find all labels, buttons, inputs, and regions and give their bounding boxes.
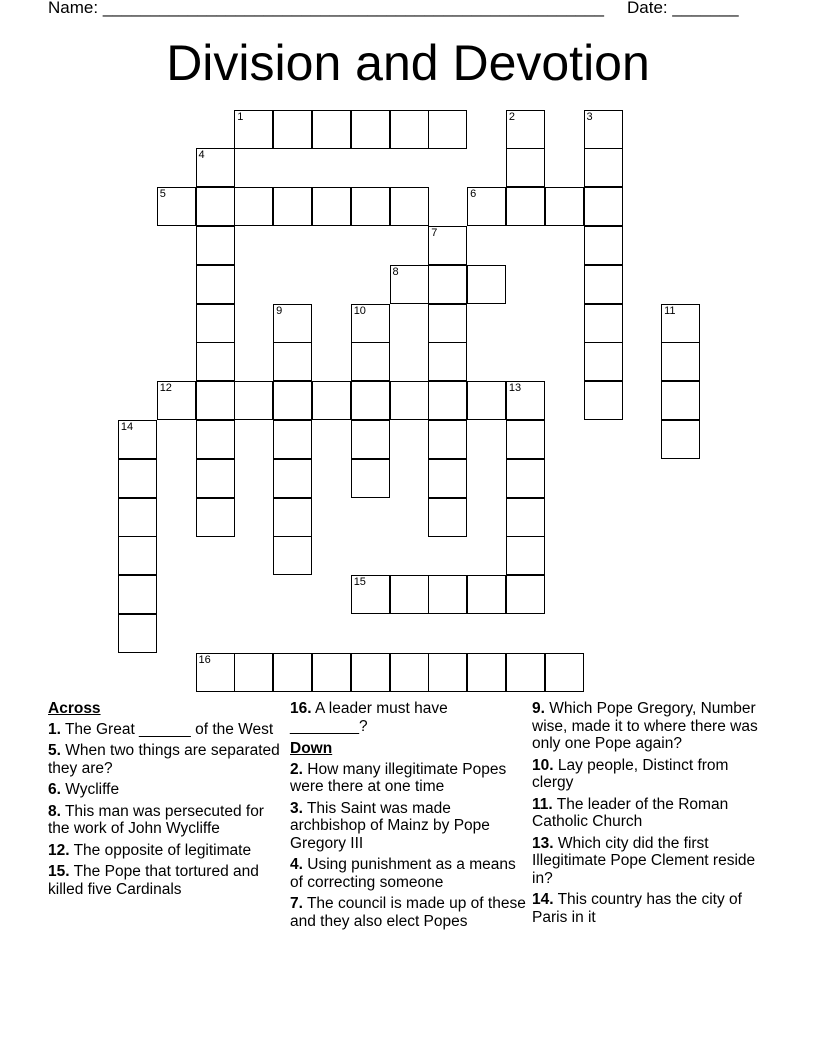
clue-across-16: 16. A leader must have ________?: [290, 700, 448, 735]
grid-cell[interactable]: [467, 381, 506, 420]
clue-number: 7: [431, 226, 438, 239]
grid-cell[interactable]: [506, 148, 545, 187]
grid-cell[interactable]: [196, 653, 235, 692]
grid-cell[interactable]: [584, 110, 623, 149]
grid-cell[interactable]: [351, 575, 390, 614]
clue-number: 11: [664, 304, 676, 317]
grid-cell[interactable]: [661, 381, 700, 420]
grid-cell[interactable]: [506, 459, 545, 498]
grid-cell[interactable]: [428, 420, 467, 459]
grid-cell[interactable]: [584, 342, 623, 381]
grid-cell[interactable]: [467, 653, 506, 692]
grid-cell[interactable]: [118, 498, 157, 537]
grid-cell[interactable]: [584, 381, 623, 420]
name-label: Name:: [48, 0, 99, 17]
clues-column-1: [48, 700, 284, 902]
clue-down-3: 3. This Saint was made archbishop of Mainz by Pope Gregory III: [290, 799, 490, 852]
grid-cell[interactable]: [506, 653, 545, 692]
grid-cell[interactable]: [351, 381, 390, 420]
grid-cell[interactable]: [351, 459, 390, 498]
grid-cell[interactable]: [351, 110, 390, 149]
grid-cell[interactable]: [428, 110, 467, 149]
clue-down-14: 14. This country has the city of Paris in it: [532, 891, 742, 926]
grid-cell[interactable]: [273, 459, 312, 498]
clue-across-12: 12. The opposite of legitimate: [48, 841, 252, 859]
down-heading: Down: [290, 740, 333, 757]
grid-cell[interactable]: [196, 459, 235, 498]
clue-across-15: 15. The Pope that tortured and killed five Cardinals: [48, 863, 259, 898]
clues-column-3: [532, 700, 768, 930]
clue-number: 9: [276, 304, 283, 317]
grid-cell[interactable]: [273, 653, 312, 692]
grid-cell[interactable]: [506, 110, 545, 149]
grid-cell[interactable]: [390, 575, 429, 614]
grid-cell[interactable]: [118, 575, 157, 614]
clue-number: 3: [586, 110, 593, 123]
grid-cell[interactable]: [428, 381, 467, 420]
grid-cell[interactable]: [196, 187, 235, 226]
grid-cell[interactable]: [661, 420, 700, 459]
grid-cell[interactable]: [273, 381, 312, 420]
grid-cell[interactable]: [196, 148, 235, 187]
grid-cell[interactable]: [506, 187, 545, 226]
grid-cell[interactable]: [273, 536, 312, 575]
grid-cell[interactable]: [584, 304, 623, 343]
date-line[interactable]: _______: [672, 0, 739, 17]
grid-cell[interactable]: [118, 459, 157, 498]
clue-number: 1: [237, 110, 244, 123]
grid-cell[interactable]: [234, 187, 273, 226]
grid-cell[interactable]: [584, 226, 623, 265]
grid-cell[interactable]: [390, 265, 429, 304]
grid-cell[interactable]: [467, 187, 506, 226]
grid-cell[interactable]: [351, 187, 390, 226]
clues-column-2: [290, 700, 526, 934]
grid-cell[interactable]: [545, 653, 584, 692]
grid-cell[interactable]: [234, 381, 273, 420]
grid-cell[interactable]: [390, 110, 429, 149]
grid-cell[interactable]: [467, 575, 506, 614]
clue-down-2: 2. How many illegitimate Popes were there at one time: [290, 760, 507, 795]
grid-cell[interactable]: [351, 342, 390, 381]
grid-cell[interactable]: [273, 304, 312, 343]
grid-cell[interactable]: [273, 342, 312, 381]
clue-number: 2: [508, 110, 516, 123]
grid-cell[interactable]: [428, 653, 467, 692]
grid-cell[interactable]: [273, 110, 312, 149]
grid-cell[interactable]: [312, 653, 351, 692]
clue-number: 4: [198, 149, 205, 162]
grid-cell[interactable]: [584, 148, 623, 187]
clue-across-5: 5. When two things are separated they are?: [48, 742, 280, 777]
grid-cell[interactable]: [428, 342, 467, 381]
grid-cell[interactable]: [234, 110, 273, 149]
clue-number: 8: [392, 265, 399, 278]
grid-cell[interactable]: [196, 265, 235, 304]
grid-cell[interactable]: [118, 614, 157, 653]
grid-cell[interactable]: [428, 226, 467, 265]
grid-cell[interactable]: [545, 187, 584, 226]
grid-cell[interactable]: [273, 187, 312, 226]
clue-down-13: 13. Which city did the first Illegitimate Pope Clement reside in?: [532, 834, 756, 887]
grid-cell[interactable]: [157, 381, 196, 420]
clue-number: 16: [198, 653, 211, 666]
grid-cell[interactable]: [506, 575, 545, 614]
clue-down-10: 10. Lay people, Distinct from clergy: [532, 756, 729, 791]
grid-cell[interactable]: [584, 187, 623, 226]
puzzle-title: Division and Devotion: [166, 35, 650, 91]
grid-cell[interactable]: [390, 653, 429, 692]
grid-cell[interactable]: [661, 342, 700, 381]
grid-cell[interactable]: [312, 381, 351, 420]
grid-cell[interactable]: [196, 381, 235, 420]
clue-down-4: 4. Using punishment as a means of correcting someone: [290, 856, 516, 891]
clue-down-11: 11. The leader of the Roman Catholic Church: [532, 795, 729, 830]
clue-down-9: 9. Which Pope Gregory, Number wise, made it to where there was only one Pope again?: [532, 700, 758, 752]
grid-cell[interactable]: [273, 420, 312, 459]
grid-cell[interactable]: [428, 498, 467, 537]
clue-number: 13: [508, 382, 522, 395]
grid-cell[interactable]: [390, 381, 429, 420]
grid-cell[interactable]: [506, 498, 545, 537]
clue-across-6: 6. Wycliffe: [48, 781, 120, 798]
grid-cell[interactable]: [428, 304, 467, 343]
grid-cell[interactable]: [157, 187, 196, 226]
grid-cell[interactable]: [390, 187, 429, 226]
grid-cell[interactable]: [196, 226, 235, 265]
clue-number: 6: [470, 188, 477, 201]
grid-cell[interactable]: [312, 110, 351, 149]
clue-across-1: 1. The Great ______ of the West: [48, 720, 274, 738]
grid-cell[interactable]: [428, 575, 467, 614]
grid-cell[interactable]: [661, 304, 700, 343]
grid-cell[interactable]: [351, 420, 390, 459]
clue-across-8: 8. This man was persecuted for the work of John Wycliffe: [48, 802, 264, 837]
grid-cell[interactable]: [196, 498, 235, 537]
grid-cell[interactable]: [273, 498, 312, 537]
grid-cell[interactable]: [584, 265, 623, 304]
grid-cell[interactable]: [506, 536, 545, 575]
clue-down-7: 7. The council is made up of these and they also elect Popes: [290, 895, 526, 930]
grid-cell[interactable]: [196, 304, 235, 343]
grid-cell[interactable]: [234, 653, 273, 692]
grid-cell[interactable]: [506, 420, 545, 459]
grid-cell[interactable]: [428, 459, 467, 498]
across-heading: Across: [48, 700, 101, 717]
clue-number: 14: [120, 420, 134, 433]
date-label: Date:: [627, 0, 668, 17]
grid-cell[interactable]: [312, 187, 351, 226]
grid-cell[interactable]: [118, 536, 157, 575]
clue-number: 15: [353, 576, 366, 589]
grid-cell[interactable]: [196, 420, 235, 459]
name-line[interactable]: _____________________________________________________: [102, 0, 604, 17]
grid-cell[interactable]: [506, 381, 545, 420]
grid-cell[interactable]: [467, 265, 506, 304]
grid-cell[interactable]: [428, 265, 467, 304]
clue-number: 12: [159, 382, 172, 395]
grid-cell[interactable]: [196, 342, 235, 381]
clue-number: 10: [353, 304, 366, 317]
grid-cell[interactable]: [118, 420, 157, 459]
grid-cell[interactable]: [351, 653, 390, 692]
grid-cell[interactable]: [351, 304, 390, 343]
clue-number: 5: [159, 188, 166, 201]
